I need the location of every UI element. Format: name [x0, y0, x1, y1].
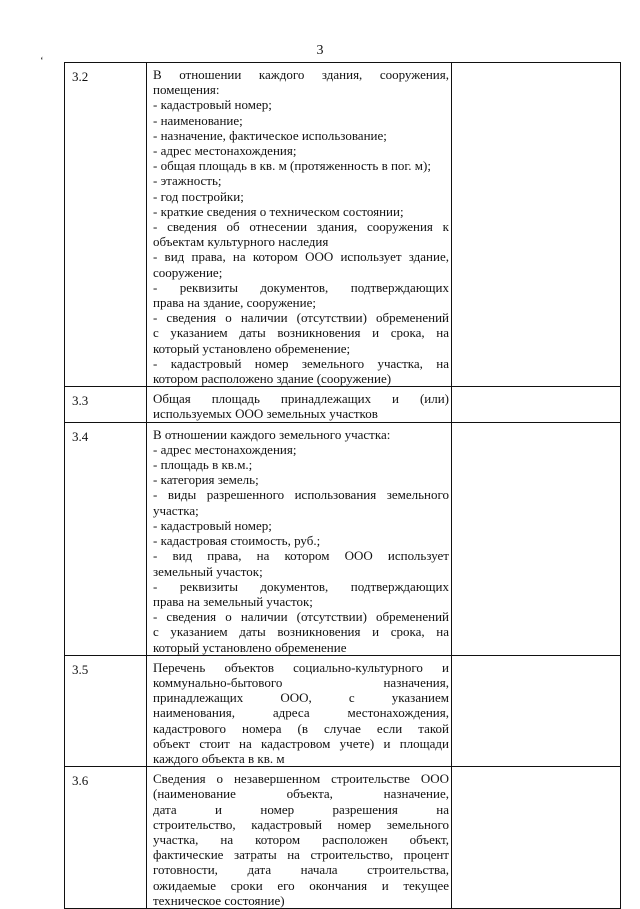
description-line: сооружение;	[153, 264, 223, 280]
description-line: Общая площадь принадлежащих и (или)	[153, 391, 449, 407]
description-line: - краткие сведения о техническом состоянии;	[153, 203, 404, 219]
description-line: - общая площадь в кв. м (протяженность в пог. м);	[153, 158, 431, 174]
description-line: - сведения об отнесении здания, сооружения к	[153, 219, 449, 235]
row-number: 3.6	[65, 767, 147, 909]
description-line: права на земельный участок;	[153, 593, 313, 609]
description-line: - площадь в кв.м.;	[153, 457, 253, 473]
row-description	[147, 767, 452, 909]
description-line: - вид права, на котором ООО использует	[153, 548, 449, 564]
description-line: наименования, адреса местонахождения,	[153, 705, 449, 721]
description-line: - адрес местонахождения;	[153, 441, 297, 457]
table-row	[65, 422, 621, 655]
description-line: - виды разрешенного использования земельного	[153, 487, 449, 503]
empty-cell	[452, 767, 621, 909]
table-row	[65, 767, 621, 909]
page-number: 3	[316, 43, 324, 58]
description-line: - назначение, фактическое использование;	[153, 127, 387, 143]
description-line: - вид права, на котором ООО использует здание,	[153, 249, 449, 265]
description-line: готовности, дата начала строительства,	[153, 862, 449, 878]
row-description	[147, 63, 452, 387]
row-description	[147, 387, 452, 422]
table-row	[65, 387, 621, 422]
description-line: (наименование объекта, назначение,	[153, 786, 449, 802]
description-line: техническое состояние)	[153, 892, 285, 908]
description-line: земельный участок;	[153, 563, 263, 579]
description-line: участка, на котором расположен объект,	[153, 831, 449, 847]
row-description	[147, 422, 452, 655]
description-line: - категория земель;	[153, 472, 259, 488]
description-line: коммунально-бытового назначения,	[153, 674, 449, 690]
row-number: 3.5	[65, 655, 147, 766]
row-number: 3.2	[65, 63, 147, 387]
description-line: с указанием даты возникновения и срока, на	[153, 624, 449, 640]
description-line: фактические затраты на строительство, процент	[153, 847, 449, 863]
description-line: объектам культурного наследия	[153, 234, 329, 250]
description-line: - кадастровый номер;	[153, 97, 272, 113]
description-line: котором расположено здание (сооружение)	[153, 371, 392, 387]
description-line: помещения:	[153, 82, 220, 98]
description-line: - кадастровый номер;	[153, 517, 272, 533]
description-line: объект стоит на кадастровом учете) и площади	[153, 735, 449, 751]
empty-cell	[452, 63, 621, 387]
description-line: - адрес местонахождения;	[153, 143, 297, 159]
description-line: - кадастровый номер земельного участка, на	[153, 355, 449, 371]
requirements-table	[64, 62, 621, 909]
description-line: - наименование;	[153, 112, 243, 128]
description-line: права на здание, сооружение;	[153, 295, 316, 311]
scan-speck: ‘	[40, 55, 44, 67]
description-line: - реквизиты документов, подтверждающих	[153, 578, 449, 594]
description-line: дата и номер разрешения на	[153, 801, 449, 817]
description-line: - кадастровая стоимость, руб.;	[153, 533, 321, 549]
description-line: - год постройки;	[153, 188, 244, 204]
empty-cell	[452, 655, 621, 766]
description-line: - сведения о наличии (отсутствии) обременений	[153, 310, 449, 326]
description-line: кадастрового номера (в случае если такой	[153, 720, 449, 736]
description-line: Сведения о незавершенном строительстве ООО	[153, 771, 449, 787]
description-line: - реквизиты документов, подтверждающих	[153, 279, 449, 295]
description-line: с указанием даты возникновения и срока, на	[153, 325, 449, 341]
description-line: В отношении каждого земельного участка:	[153, 426, 391, 442]
description-line: строительство, кадастровый номер земельного	[153, 816, 449, 832]
description-line: Перечень объектов социально-культурного и	[153, 659, 449, 675]
description-line: который установлено обременение	[153, 639, 347, 655]
row-description	[147, 655, 452, 766]
row-number: 3.4	[65, 422, 147, 655]
description-line: - сведения о наличии (отсутствии) обременений	[153, 609, 449, 625]
description-line: ожидаемые сроки его окончания и текущее	[153, 877, 449, 893]
row-number: 3.3	[65, 387, 147, 422]
description-line: принадлежащих ООО, с указанием	[153, 690, 449, 706]
table-row	[65, 655, 621, 766]
table-row	[65, 63, 621, 387]
description-line: В отношении каждого здания, сооружения,	[153, 67, 449, 82]
description-line: участка;	[153, 502, 199, 518]
description-line: который установлено обременение;	[153, 340, 351, 356]
table-body	[65, 63, 621, 909]
description-line: используемых ООО земельных участков	[153, 406, 378, 422]
empty-cell	[452, 422, 621, 655]
description-line: - этажность;	[153, 173, 222, 189]
description-line: каждого объекта в кв. м	[153, 750, 285, 766]
empty-cell	[452, 387, 621, 422]
